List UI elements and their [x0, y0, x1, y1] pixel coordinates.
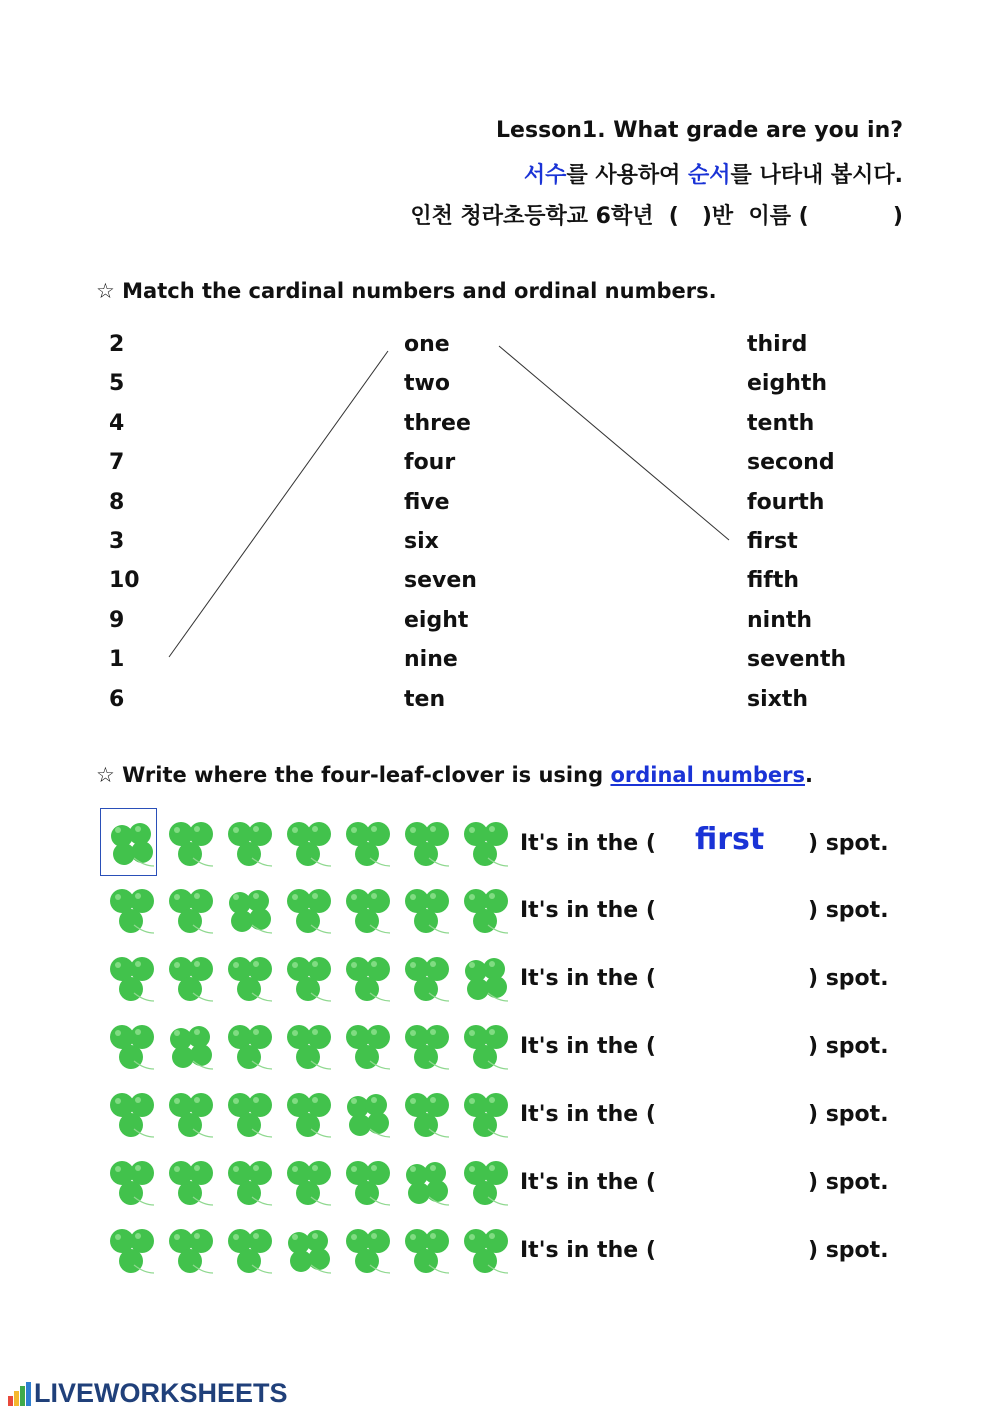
- cardinal-words-column: [404, 325, 477, 719]
- three-leaf-clover-icon[interactable]: [281, 814, 337, 874]
- keyword-ordinal: 서수: [523, 163, 567, 188]
- digit-item[interactable]: 10: [109, 568, 140, 594]
- three-leaf-clover-icon[interactable]: [163, 1085, 219, 1145]
- sentence-prefix: It's in the (: [520, 1170, 656, 1195]
- four-leaf-clover-icon[interactable]: [399, 1153, 455, 1213]
- three-leaf-clover-icon[interactable]: [104, 949, 160, 1009]
- digit-item[interactable]: 6: [109, 686, 125, 712]
- three-leaf-clover-icon[interactable]: [222, 814, 278, 874]
- ordinal-words-column: [747, 325, 846, 719]
- lesson-title: Lesson1. What grade are you in?: [496, 118, 903, 143]
- three-leaf-clover-icon[interactable]: [399, 1017, 455, 1077]
- three-leaf-clover-icon[interactable]: [458, 881, 514, 941]
- digit-item[interactable]: 8: [109, 489, 125, 515]
- sentence-suffix: ) spot.: [808, 1238, 889, 1263]
- keyword-order: 순서: [688, 163, 731, 188]
- instruction-korean: [524, 158, 903, 189]
- sentence-suffix: ) spot.: [808, 831, 889, 856]
- clover-title-period: .: [805, 763, 813, 787]
- three-leaf-clover-icon[interactable]: [399, 949, 455, 1009]
- sentence-prefix: It's in the (: [520, 1238, 656, 1263]
- match-line-first: [499, 346, 729, 540]
- digit-item[interactable]: 2: [109, 332, 125, 357]
- cardinal-word[interactable]: four: [404, 450, 456, 476]
- four-leaf-clover-icon[interactable]: [281, 1221, 337, 1281]
- three-leaf-clover-icon[interactable]: [399, 1221, 455, 1281]
- sentence-prefix: It's in the (: [520, 831, 656, 856]
- ordinal-word[interactable]: ninth: [747, 607, 813, 633]
- three-leaf-clover-icon[interactable]: [222, 1017, 278, 1077]
- three-leaf-clover-icon[interactable]: [458, 1153, 514, 1213]
- digit-item[interactable]: 1: [109, 647, 125, 673]
- clover-title-text: ☆ Write where the four-leaf-clover is using: [96, 763, 611, 787]
- three-leaf-clover-icon[interactable]: [340, 1221, 396, 1281]
- digit-item[interactable]: 4: [109, 410, 125, 436]
- three-leaf-clover-icon[interactable]: [163, 1153, 219, 1213]
- three-leaf-clover-icon[interactable]: [222, 1085, 278, 1145]
- liveworksheets-brand: LIVEWORKSHEETS: [34, 1378, 288, 1408]
- sentence-prefix: It's in the (: [520, 1102, 656, 1127]
- digit-item[interactable]: 9: [109, 607, 125, 633]
- three-leaf-clover-icon[interactable]: [222, 1153, 278, 1213]
- three-leaf-clover-icon[interactable]: [458, 1017, 514, 1077]
- ordinal-word[interactable]: first: [747, 528, 798, 554]
- cardinal-word[interactable]: seven: [404, 568, 477, 594]
- sentence-suffix: ) spot.: [808, 1034, 889, 1059]
- three-leaf-clover-icon[interactable]: [163, 949, 219, 1009]
- cardinal-word[interactable]: one: [404, 332, 450, 357]
- sentence-prefix: It's in the (: [520, 966, 656, 991]
- ordinal-word[interactable]: tenth: [747, 410, 815, 436]
- three-leaf-clover-icon[interactable]: [458, 1221, 514, 1281]
- four-leaf-clover-icon[interactable]: [222, 881, 278, 941]
- cardinal-word[interactable]: three: [404, 410, 471, 436]
- four-leaf-clover-icon[interactable]: [458, 949, 514, 1009]
- ordinal-word[interactable]: second: [747, 450, 835, 476]
- three-leaf-clover-icon[interactable]: [281, 1017, 337, 1077]
- ordinal-word[interactable]: fifth: [747, 568, 800, 594]
- cardinal-word[interactable]: six: [404, 528, 439, 554]
- answer-field[interactable]: first: [695, 822, 765, 857]
- three-leaf-clover-icon[interactable]: [399, 881, 455, 941]
- three-leaf-clover-icon[interactable]: [163, 814, 219, 874]
- sentence-suffix: ) spot.: [808, 1170, 889, 1195]
- ordinal-word[interactable]: eighth: [747, 371, 828, 397]
- ordinal-word[interactable]: sixth: [747, 686, 809, 712]
- three-leaf-clover-icon[interactable]: [399, 1085, 455, 1145]
- three-leaf-clover-icon[interactable]: [163, 1221, 219, 1281]
- three-leaf-clover-icon[interactable]: [340, 949, 396, 1009]
- three-leaf-clover-icon[interactable]: [340, 1017, 396, 1077]
- clover-section-title: [96, 763, 813, 787]
- three-leaf-clover-icon[interactable]: [281, 1085, 337, 1145]
- selected-clover-box: [100, 808, 157, 876]
- cardinal-word[interactable]: five: [404, 489, 450, 515]
- three-leaf-clover-icon[interactable]: [340, 814, 396, 874]
- sentence-prefix: It's in the (: [520, 1034, 656, 1059]
- instruction-text-1: 를 사용하여: [566, 163, 689, 188]
- ordinal-word[interactable]: fourth: [747, 489, 825, 515]
- three-leaf-clover-icon[interactable]: [222, 949, 278, 1009]
- cardinal-word[interactable]: two: [404, 371, 450, 397]
- cardinal-word[interactable]: nine: [404, 647, 458, 673]
- three-leaf-clover-icon[interactable]: [104, 1085, 160, 1145]
- ordinal-numbers-link[interactable]: ordinal numbers: [610, 763, 805, 787]
- sentence-prefix: It's in the (: [520, 898, 656, 923]
- sentence-suffix: ) spot.: [808, 1102, 889, 1127]
- three-leaf-clover-icon[interactable]: [399, 814, 455, 874]
- instruction-text-2: 를 나타내 봅시다.: [730, 163, 903, 188]
- three-leaf-clover-icon[interactable]: [458, 1085, 514, 1145]
- digits-column: [109, 325, 140, 719]
- ordinal-word[interactable]: third: [747, 332, 808, 357]
- three-leaf-clover-icon[interactable]: [340, 1153, 396, 1213]
- match-line-one: [169, 351, 388, 657]
- three-leaf-clover-icon[interactable]: [104, 881, 160, 941]
- sentence-suffix: ) spot.: [808, 966, 889, 991]
- digit-item[interactable]: 3: [109, 528, 125, 554]
- cardinal-word[interactable]: ten: [404, 686, 446, 712]
- liveworksheets-logo-icon: [8, 1382, 34, 1406]
- cardinal-word[interactable]: eight: [404, 607, 469, 633]
- digit-item[interactable]: 5: [109, 371, 125, 397]
- three-leaf-clover-icon[interactable]: [222, 1221, 278, 1281]
- three-leaf-clover-icon[interactable]: [104, 1221, 160, 1281]
- match-section-title: ☆ Match the cardinal numbers and ordinal numbers.: [96, 279, 717, 303]
- sentence-suffix: ) spot.: [808, 898, 889, 923]
- ordinal-word[interactable]: seventh: [747, 647, 847, 673]
- digit-item[interactable]: 7: [109, 450, 125, 476]
- three-leaf-clover-icon[interactable]: [163, 881, 219, 941]
- four-leaf-clover-icon[interactable]: [340, 1085, 396, 1145]
- three-leaf-clover-icon[interactable]: [340, 881, 396, 941]
- four-leaf-clover-icon[interactable]: [163, 1017, 219, 1077]
- three-leaf-clover-icon[interactable]: [104, 1017, 160, 1077]
- three-leaf-clover-icon[interactable]: [104, 1153, 160, 1213]
- three-leaf-clover-icon[interactable]: [281, 881, 337, 941]
- three-leaf-clover-icon[interactable]: [281, 1153, 337, 1213]
- school-name-line: 인천 청라초등학교 6학년 ( )반 이름 ( ): [410, 204, 903, 229]
- three-leaf-clover-icon[interactable]: [281, 949, 337, 1009]
- three-leaf-clover-icon[interactable]: [458, 814, 514, 874]
